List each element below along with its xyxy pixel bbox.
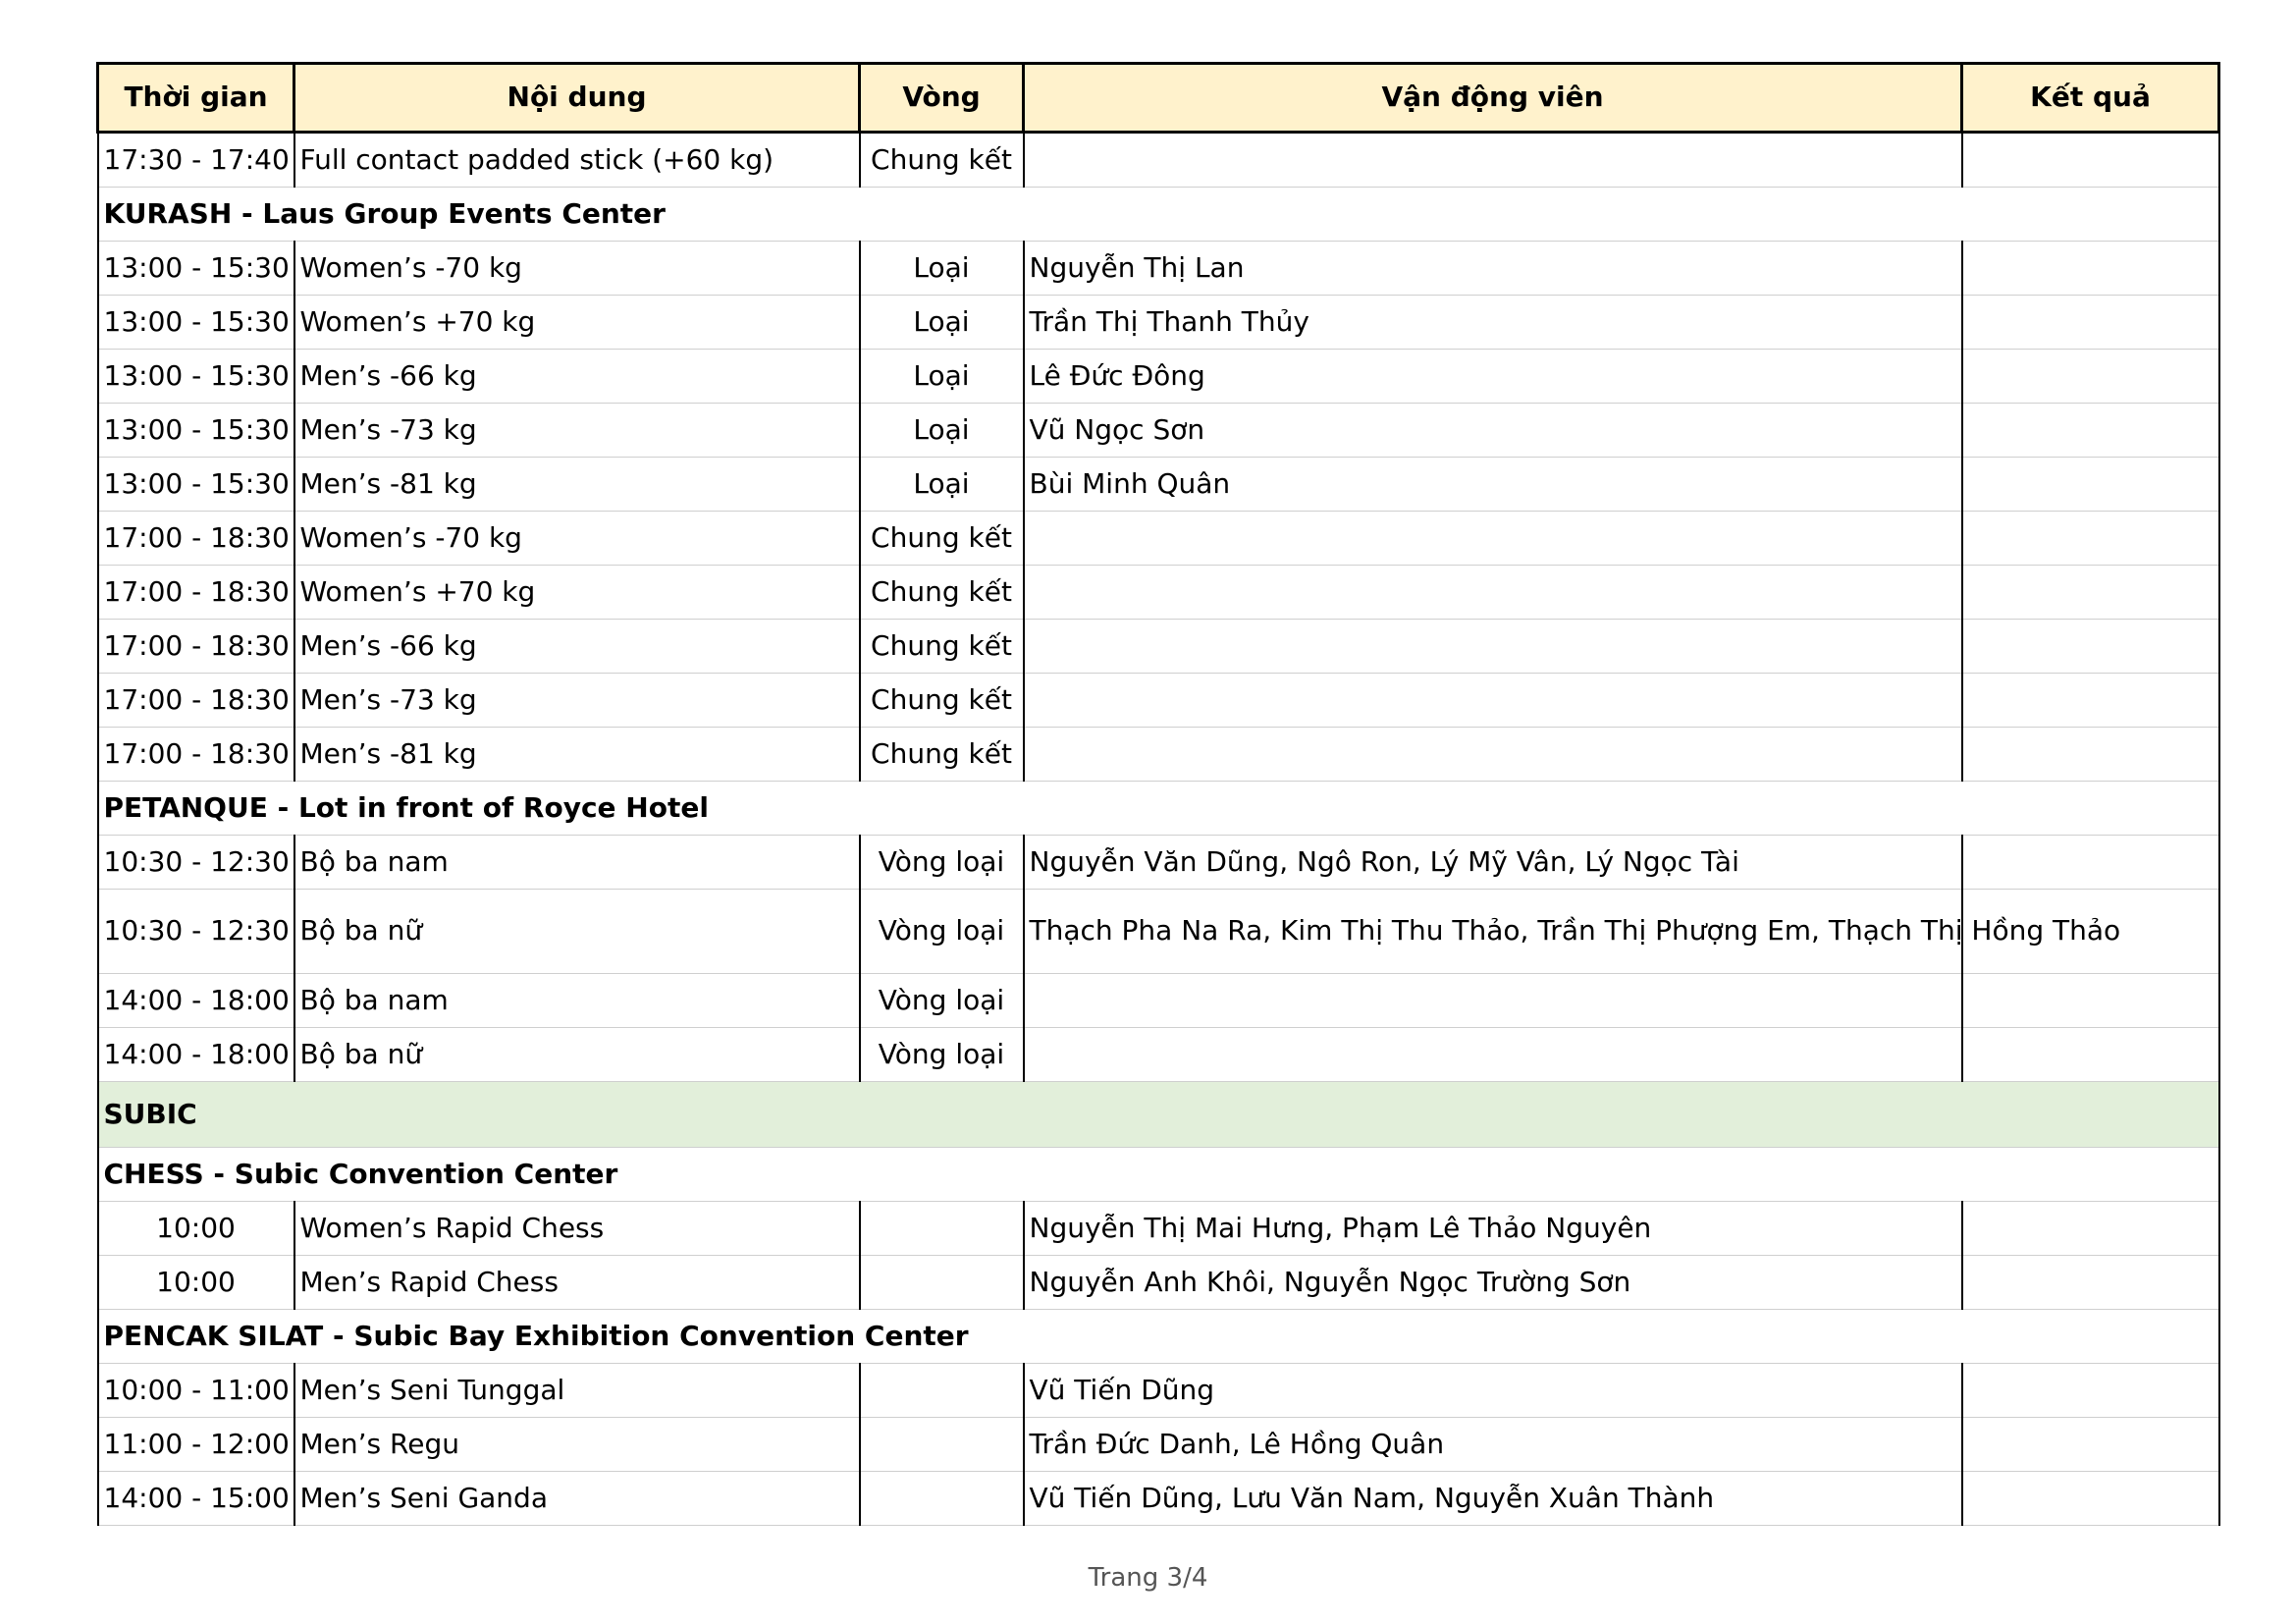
header-time: Thời gian <box>98 64 294 133</box>
cell-time: 10:00 <box>98 1256 294 1310</box>
cell-round: Loại <box>860 458 1024 512</box>
cell-round: Chung kết <box>860 566 1024 620</box>
venue-label: PETANQUE - Lot in front of Royce Hotel <box>98 782 2219 836</box>
cell-round: Loại <box>860 242 1024 296</box>
cell-result <box>1962 133 2219 188</box>
cell-content: Bộ ba nam <box>294 836 860 890</box>
table-row <box>98 1028 2219 1082</box>
table-row <box>98 1256 2219 1310</box>
cell-time: 13:00 - 15:30 <box>98 350 294 404</box>
cell-athletes <box>1024 728 1962 782</box>
cell-content: Bộ ba nam <box>294 974 860 1028</box>
cell-round: Loại <box>860 350 1024 404</box>
cell-content: Men’s -66 kg <box>294 350 860 404</box>
region-label: SUBIC <box>98 1082 2219 1148</box>
region-row <box>98 1082 2219 1148</box>
table-row <box>98 674 2219 728</box>
venue-label: PENCAK SILAT - Subic Bay Exhibition Convention Center <box>98 1310 2219 1364</box>
cell-content: Men’s -73 kg <box>294 404 860 458</box>
cell-time: 11:00 - 12:00 <box>98 1418 294 1472</box>
cell-round: Chung kết <box>860 620 1024 674</box>
table-row <box>98 1364 2219 1418</box>
cell-time: 13:00 - 15:30 <box>98 242 294 296</box>
cell-time: 14:00 - 18:00 <box>98 1028 294 1082</box>
table-row <box>98 728 2219 782</box>
cell-round: Vòng loại <box>860 1028 1024 1082</box>
table-row <box>98 404 2219 458</box>
venue-row <box>98 782 2219 836</box>
cell-round <box>860 1202 1024 1256</box>
header-athletes: Vận động viên <box>1024 64 1962 133</box>
cell-round <box>860 1256 1024 1310</box>
cell-athletes: Lê Đức Đông <box>1024 350 1962 404</box>
page-number: Trang 3/4 <box>1088 1563 1208 1593</box>
cell-result <box>1962 512 2219 566</box>
cell-result <box>1962 1418 2219 1472</box>
cell-round <box>860 1472 1024 1526</box>
cell-time: 10:30 - 12:30 <box>98 836 294 890</box>
cell-time: 17:00 - 18:30 <box>98 620 294 674</box>
header-round: Vòng <box>860 64 1024 133</box>
cell-round: Vòng loại <box>860 974 1024 1028</box>
cell-result <box>1962 1364 2219 1418</box>
table-row <box>98 974 2219 1028</box>
table-row <box>98 458 2219 512</box>
cell-time: 10:00 - 11:00 <box>98 1364 294 1418</box>
cell-content: Men’s -81 kg <box>294 728 860 782</box>
header-content: Nội dung <box>294 64 860 133</box>
cell-result <box>1962 404 2219 458</box>
cell-athletes <box>1024 566 1962 620</box>
cell-round: Vòng loại <box>860 836 1024 890</box>
cell-athletes <box>1024 974 1962 1028</box>
cell-time: 17:00 - 18:30 <box>98 512 294 566</box>
cell-athletes <box>1024 674 1962 728</box>
cell-result <box>1962 296 2219 350</box>
table-row <box>98 566 2219 620</box>
cell-time: 17:30 - 17:40 <box>98 133 294 188</box>
header-row <box>98 64 2219 133</box>
cell-time: 10:00 <box>98 1202 294 1256</box>
table-row <box>98 620 2219 674</box>
cell-athletes: Vũ Tiến Dũng, Lưu Văn Nam, Nguyễn Xuân Thành <box>1024 1472 1962 1526</box>
cell-result <box>1962 1472 2219 1526</box>
table-row <box>98 350 2219 404</box>
cell-time: 13:00 - 15:30 <box>98 458 294 512</box>
cell-athletes: Trần Thị Thanh Thủy <box>1024 296 1962 350</box>
cell-athletes: Nguyễn Thị Lan <box>1024 242 1962 296</box>
header-result: Kết quả <box>1962 64 2219 133</box>
cell-result <box>1962 458 2219 512</box>
schedule-body <box>98 133 2219 1526</box>
cell-athletes: Nguyễn Văn Dũng, Ngô Ron, Lý Mỹ Vân, Lý Ngọc Tài <box>1024 836 1962 890</box>
cell-content: Men’s Seni Ganda <box>294 1472 860 1526</box>
table-row <box>98 1472 2219 1526</box>
cell-content: Men’s -73 kg <box>294 674 860 728</box>
cell-round: Loại <box>860 404 1024 458</box>
cell-athletes: Vũ Tiến Dũng <box>1024 1364 1962 1418</box>
cell-round: Chung kết <box>860 512 1024 566</box>
cell-result <box>1962 1028 2219 1082</box>
cell-athletes: Vũ Ngọc Sơn <box>1024 404 1962 458</box>
cell-time: 10:30 - 12:30 <box>98 890 294 974</box>
table-row <box>98 296 2219 350</box>
cell-time: 17:00 - 18:30 <box>98 674 294 728</box>
cell-time: 17:00 - 18:30 <box>98 728 294 782</box>
cell-round: Chung kết <box>860 728 1024 782</box>
cell-round: Loại <box>860 296 1024 350</box>
cell-content: Women’s +70 kg <box>294 566 860 620</box>
cell-time: 13:00 - 15:30 <box>98 296 294 350</box>
cell-athletes: Trần Đức Danh, Lê Hồng Quân <box>1024 1418 1962 1472</box>
cell-content: Full contact padded stick (+60 kg) <box>294 133 860 188</box>
venue-label: KURASH - Laus Group Events Center <box>98 188 2219 242</box>
cell-athletes <box>1024 512 1962 566</box>
cell-content: Men’s Seni Tunggal <box>294 1364 860 1418</box>
cell-content: Women’s -70 kg <box>294 242 860 296</box>
cell-result <box>1962 836 2219 890</box>
cell-round: Chung kết <box>860 133 1024 188</box>
venue-row <box>98 1310 2219 1364</box>
cell-result <box>1962 974 2219 1028</box>
cell-athletes: Bùi Minh Quân <box>1024 458 1962 512</box>
cell-content: Bộ ba nữ <box>294 1028 860 1082</box>
cell-result <box>1962 566 2219 620</box>
cell-athletes <box>1024 1028 1962 1082</box>
table-row <box>98 836 2219 890</box>
cell-content: Bộ ba nữ <box>294 890 860 974</box>
cell-result <box>1962 1202 2219 1256</box>
venue-row <box>98 188 2219 242</box>
cell-content: Men’s Rapid Chess <box>294 1256 860 1310</box>
cell-result <box>1962 728 2219 782</box>
cell-athletes: Thạch Pha Na Ra, Kim Thị Thu Thảo, Trần Thị Phượng Em, Thạch Thị Hồng Thảo <box>1024 890 1962 974</box>
cell-round <box>860 1364 1024 1418</box>
table-row <box>98 512 2219 566</box>
cell-time: 14:00 - 18:00 <box>98 974 294 1028</box>
cell-round: Vòng loại <box>860 890 1024 974</box>
table-row <box>98 1202 2219 1256</box>
cell-result <box>1962 674 2219 728</box>
cell-content: Men’s Regu <box>294 1418 860 1472</box>
cell-time: 14:00 - 15:00 <box>98 1472 294 1526</box>
cell-content: Men’s -81 kg <box>294 458 860 512</box>
cell-athletes <box>1024 133 1962 188</box>
cell-time: 13:00 - 15:30 <box>98 404 294 458</box>
cell-athletes: Nguyễn Anh Khôi, Nguyễn Ngọc Trường Sơn <box>1024 1256 1962 1310</box>
cell-athletes <box>1024 620 1962 674</box>
schedule-table <box>96 62 2220 1526</box>
cell-content: Women’s +70 kg <box>294 296 860 350</box>
cell-content: Women’s -70 kg <box>294 512 860 566</box>
cell-content: Women’s Rapid Chess <box>294 1202 860 1256</box>
cell-result <box>1962 620 2219 674</box>
table-row <box>98 890 2219 974</box>
table-row <box>98 242 2219 296</box>
cell-content: Men’s -66 kg <box>294 620 860 674</box>
cell-result <box>1962 1256 2219 1310</box>
table-row <box>98 133 2219 188</box>
venue-label: CHESS - Subic Convention Center <box>98 1148 2219 1202</box>
venue-row <box>98 1148 2219 1202</box>
table-row <box>98 1418 2219 1472</box>
cell-athletes: Nguyễn Thị Mai Hưng, Phạm Lê Thảo Nguyên <box>1024 1202 1962 1256</box>
cell-round: Chung kết <box>860 674 1024 728</box>
cell-round <box>860 1418 1024 1472</box>
cell-result <box>1962 350 2219 404</box>
cell-result <box>1962 242 2219 296</box>
cell-time: 17:00 - 18:30 <box>98 566 294 620</box>
